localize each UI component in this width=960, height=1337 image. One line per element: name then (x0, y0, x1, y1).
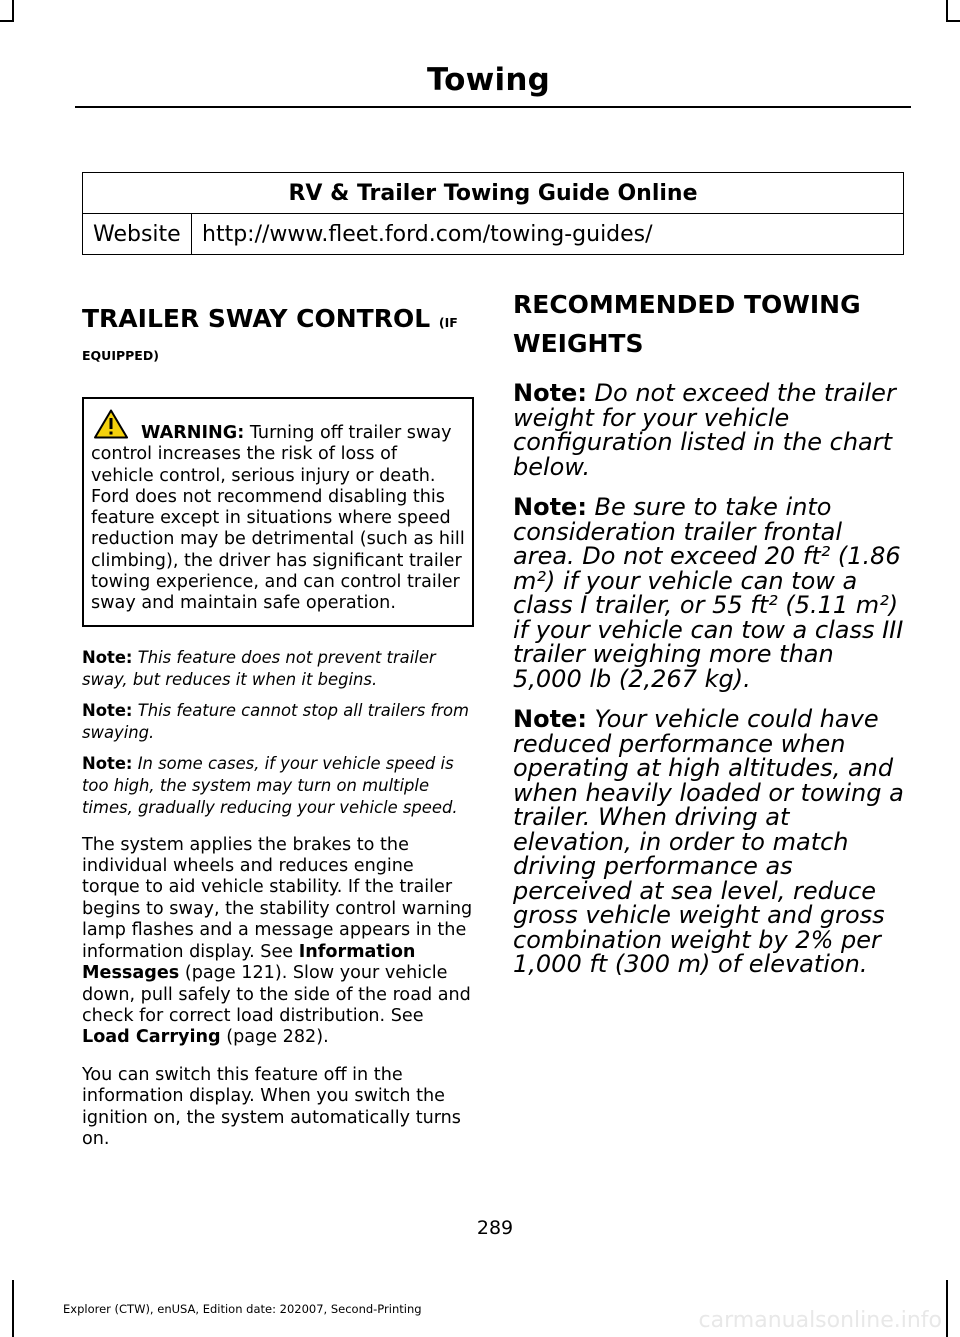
left-column (82, 300, 474, 1150)
note: Note: This feature does not prevent trailer sway, but reduces it when it begins. (82, 647, 436, 689)
warning-box (82, 397, 474, 627)
note: Note: In some cases, if your vehicle speed is too high, the system may turn on multiple times, gradually reducing your vehicle speed. (82, 753, 458, 817)
note: Note: Do not exceed the trailer weight for your vehicle configuration listed in the chart below. (513, 379, 896, 481)
section-heading-sway-suffix: EQUIPPED) (82, 348, 159, 363)
towing-guide-table (82, 172, 904, 255)
paragraph: You can switch this feature off in the information display. When you switch the ignition on, the system automatically turns on. (82, 1064, 461, 1149)
section-heading-sway: TRAILER SWAY CONTROL (IF (82, 304, 458, 333)
paragraph: The system applies the brakes to the individual wheels and reduces engine torque to aid vehicle stability. If the trailer begins to sway, the stability control warning lamp flashes and a message appears in the information display. See Information Messages (page 121). Slow your vehicle down, pull safely to the side of the road and check for correct load distribution. See Load Carrying (page 282). (82, 834, 473, 1048)
note: Note: This feature cannot stop all trailers from swaying. (82, 700, 470, 742)
section-heading-recommended: RECOMMENDED TOWING WEIGHTS (513, 290, 861, 358)
note: Note: Be sure to take into consideration trailer frontal area. Do not exceed 20 ft² (1.86 m²) if your vehicle can tow a class I trailer, or 55 ft² (5.11 m²) if your vehicle can tow a class III trailer weighing more than 5,000 lb (2,267 kg). (513, 493, 904, 693)
link-load-carrying[interactable]: Load Carrying (82, 1027, 221, 1048)
note: Note: Your vehicle could have reduced performance when operating at high altitudes, and when heavily loaded or towing a trailer. When driving at elevation, in order to match driving performance as perceived at sea level, reduce gross vehicle weight and gross combination weight by 2% per 1,000 ft (300 m) of elevation. (513, 705, 904, 978)
table-cell-label: Website (83, 214, 192, 255)
page-title: Towing (426, 62, 550, 98)
crop-mark (946, 0, 948, 22)
link-information-messages[interactable]: Information Messages (82, 941, 416, 984)
crop-mark (946, 1280, 948, 1337)
warning-label: WARNING: (141, 423, 245, 443)
crop-mark (0, 20, 14, 22)
table-cell-url: http://www.fleet.ford.com/towing-guides/ (192, 214, 904, 255)
crop-mark (12, 0, 14, 22)
right-column (513, 290, 908, 977)
page-number: 289 (476, 1217, 514, 1239)
warning-text: Turning off trailer sway control increases the risk of loss of vehicle control, serious injury or death. Ford does not recommend disabling this feature except in situations where speed reduction may be detrimental (such as hill climbing), the driver has significant trailer towing experience, and can control trailer sway and maintain safe operation. (91, 423, 465, 614)
warning-triangle-icon (94, 409, 128, 439)
watermark: carmanualsonline.info (698, 1308, 942, 1333)
footer-text: Explorer (CTW), enUSA, Edition date: 202007, Second-Printing (63, 1302, 422, 1316)
crop-mark (12, 1280, 14, 1337)
table-row (83, 214, 904, 255)
crop-mark (946, 20, 960, 22)
header-divider (75, 106, 911, 108)
table-title: RV & Trailer Towing Guide Online (83, 173, 904, 214)
